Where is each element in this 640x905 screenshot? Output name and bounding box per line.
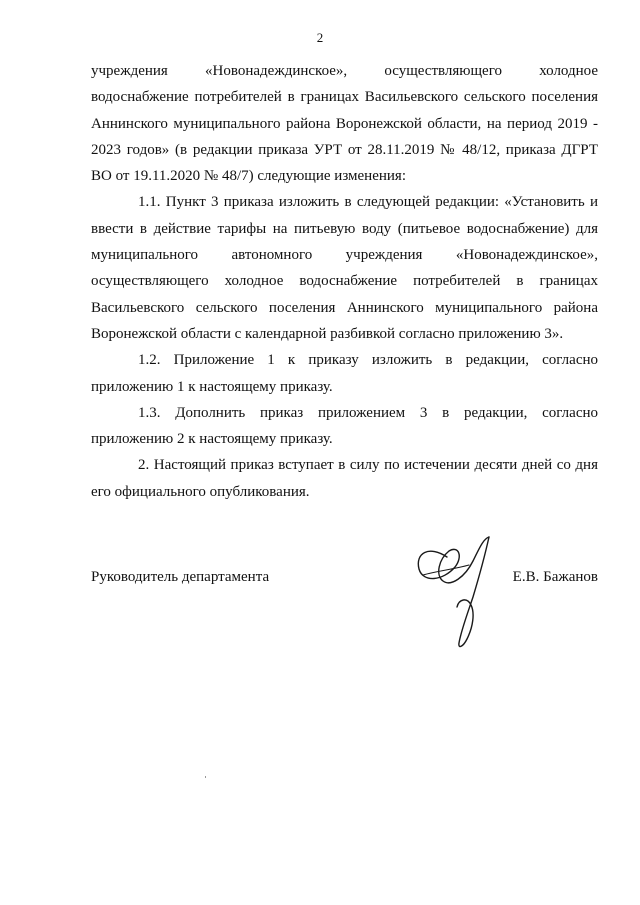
signer-position: Руководитель департамента [91,569,270,585]
paragraph-item-1-3: 1.3. Дополнить приказ приложением 3 в редакции, согласно приложению 2 к настоящему приказу. [91,404,598,448]
paragraph-item-2: 2. Настоящий приказ вступает в силу по истечении десяти дней со дня его официального опубликования. [91,457,598,500]
page-number: 2 [316,30,324,45]
document-body [91,58,598,505]
paragraph-item-1-2: 1.2. Приложение 1 к приказу изложить в редакции, согласно приложению 1 к настоящему приказу. [91,352,598,395]
handwritten-signature [409,531,509,651]
signer-name: Е.В. Бажанов [512,569,598,585]
scan-speck [205,776,206,778]
paragraph-item-1-1: 1.1. Пункт 3 приказа изложить в следующей редакции: «Установить и ввести в действие тарифы на питьевую воду (питьевое водоснабжение) для муниципального автономного учреждения «Новонадеждинское», осуществляющего холодное водоснабжение потребителей в границах Васильевского сельского поселения Аннинского муниципального района Воронежской области с календарной разбивкой согласно приложению 3». [91,194,598,342]
signature-block [91,567,598,657]
paragraph-continuation: учреждения «Новонадеждинское», осуществляющего холодное водоснабжение потребителей в границах Васильевского сельского поселения Аннинского муниципального района Воронежской области, на период 2019 - 2023 годов» (в редакции приказа УРТ от 28.11.2019 № 48/12, приказа ДГРТ ВО от 19.11.2020 № 48/7) следующие изменения: [91,63,598,185]
